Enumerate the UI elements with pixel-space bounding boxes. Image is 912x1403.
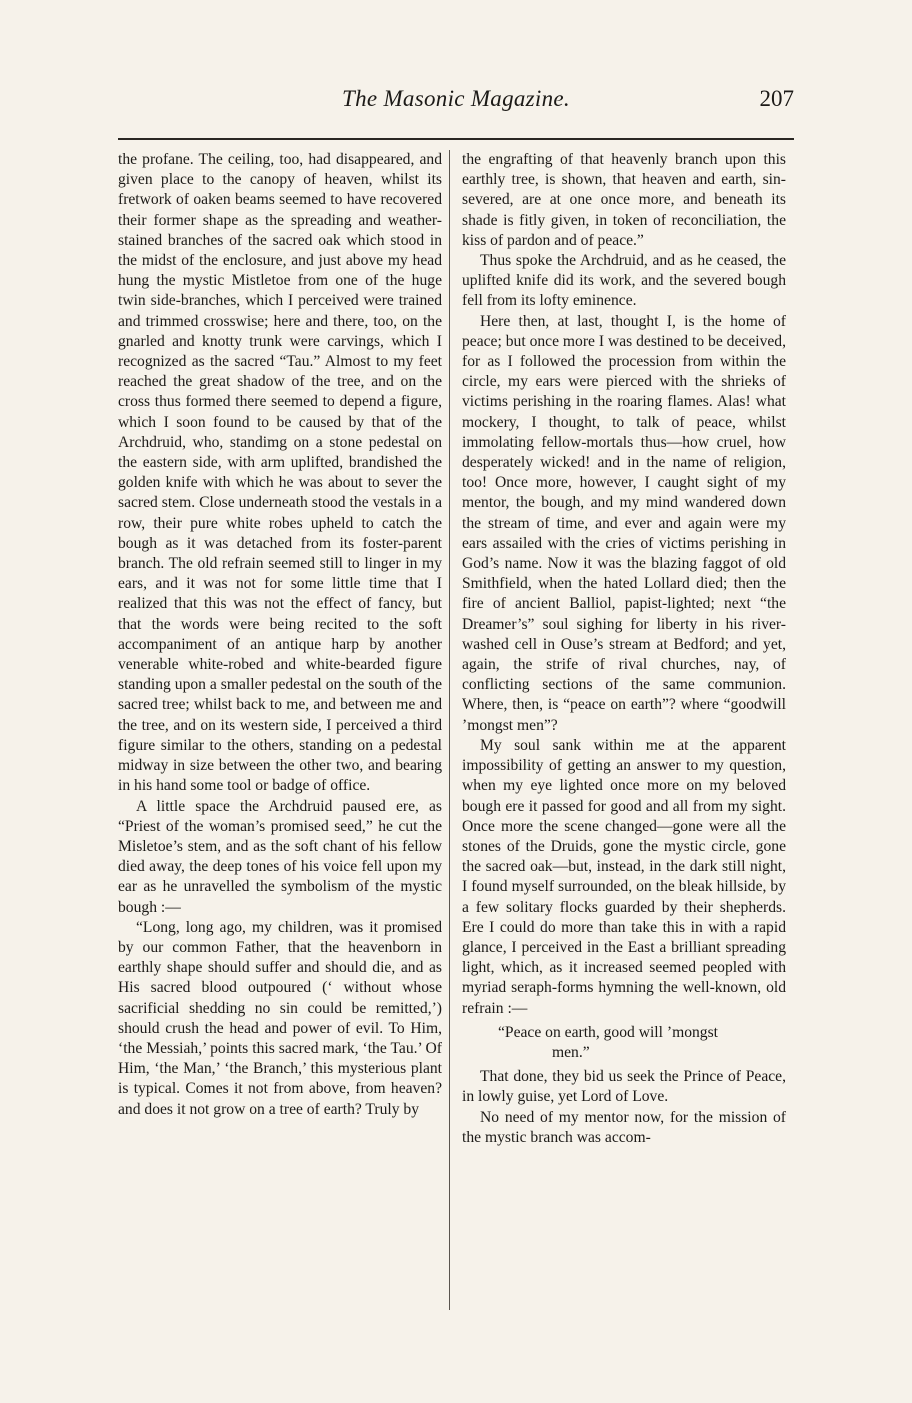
- paragraph: the profane. The ceiling, too, had disappeared, and given place to the canopy of heaven, whilst its fretwork of oaken beams seemed to have recovered their former shape as the spreading and weather-stained branches of the sacred oak which stood in the midst of the enclosure, and just above my head hung the mystic Mistletoe from one of the huge twin side-branches, which I perceived were trained and trimmed crosswise; here and there, too, on the gnarled and knotty trunk were carvings, which I recognized as the sacred “Tau.” Almost to my feet reached the great shadow of the tree, and on the cross thus formed there seemed to depend a figure, which I soon found to be caused by that of the Archdruid, who, standimg on a stone pedestal on the eastern side, with arm uplifted, brandished the golden knife with which he was about to sever the sacred stem. Close underneath stood the vestals in a row, their pure white robes upheld to catch the bough as it was detached from its foster-parent branch. The old refrain seemed still to linger in my ears, and it was not for some little time that I realized that this was not the effect of fancy, but that the words were being recited to the soft accompaniment of an antique harp by another venerable white-robed and white-bearded figure standing upon a smaller pedestal on the south of the sacred tree; whilst back to me, and between me and the tree, and on its western side, I perceived a third figure similar to the others, standing on a pedestal midway in size between the other two, and bearing in his hand some tool or badge of office.: [118, 151, 442, 795]
- paragraph: My soul sank within me at the apparent impossibility of getting an answer to my question, when my eye lighted once more on my beloved bough ere it passed for good and all from my sight. Once more the scene changed—gone were all the stones of the Druids, gone the mystic circle, gone the sacred oak—but, instead, in the dark still night, I found myself surrounded, on the bleak hillside, by a few solitary flocks guarded by their shepherds. Ere I could do more than take this in with a rapid glance, I perceived in the East a brilliant spreading light, which, as it increased seemed peopled with myriad seraph-forms hymning the well-known, old refrain :—: [462, 736, 786, 1017]
- running-title: The Masonic Magazine.: [342, 86, 570, 111]
- paragraph: A little space the Archdruid paused ere, as “Priest of the woman’s promised seed,” he cut the Misletoe’s stem, and as the soft chant of his fellow died away, the deep tones of his voice fell upon my ear as he unravelled the symbolism of the mystic bough :—: [118, 797, 442, 916]
- verse-line: men.”: [552, 1043, 590, 1061]
- column-divider: [449, 150, 450, 1310]
- paragraph: the engrafting of that heavenly branch upon this earthly tree, is shown, that heaven and earth, sin-severed, are at one once more, and beneath its shade is fitly given, in token of reconciliation, the kiss of pardon and of peace.”: [462, 151, 786, 249]
- paragraph: Thus spoke the Archdruid, and as he ceased, the uplifted knife did its work, and the severed bough fell from its lofty eminence.: [462, 252, 786, 310]
- page-header: [118, 86, 794, 126]
- header-rule: [118, 138, 794, 140]
- paragraph: No need of my mentor now, for the mission of the mystic branch was accom-: [462, 1108, 786, 1146]
- verse-quote: [462, 1023, 786, 1063]
- paragraph: Here then, at last, thought I, is the home of peace; but once more I was destined to be deceived, for as I followed the procession from within the circle, my ears were pierced with the shrieks of victims perishing in the roaring flames. Alas! what mockery, I thought, to talk of peace, whilst immolating fellow-mortals thus—how cruel, how desperately wicked! and in the name of religion, too! Once more, however, I caught sight of my mentor, the bough, and my mind wandered down the stream of time, and ever and again were my ears assailed with the cries of victims perishing in God’s name. Now it was the blazing faggot of old Smithfield, when the hated Lollard died; then the fire of ancient Balliol, papist-lighted; next “the Dreamer’s” soul sighing for liberty in his river-washed cell in Ouse’s stream at Bedford; and yet, again, the strife of rival churches, nay, of conflicting sections of the same communion. Where, then, is “peace on earth”? where “goodwill ’mongst men”?: [462, 312, 786, 734]
- paragraph: “Long, long ago, my children, was it promised by our common Father, that the heavenborn in earthly shape should suffer and should die, and as His sacred blood outpoured (‘ without whose sacrificial shedding no sin could be remitted,’) should crush the head and power of evil. To Him, ‘the Messiah,’ points this sacred mark, ‘the Tau.’ Of Him, ‘the Man,’ ‘the Branch,’ this mysterious plant is typical. Comes it not from above, from heaven? and does it not grow on a tree of earth? Truly by: [118, 918, 442, 1118]
- page-number: 207: [759, 86, 794, 111]
- verse-line: “Peace on earth, good will ’mongst: [498, 1023, 718, 1041]
- paragraph: That done, they bid us seek the Prince of Peace, in lowly guise, yet Lord of Love.: [462, 1068, 786, 1106]
- right-column: [462, 150, 786, 1148]
- left-column: [118, 150, 442, 1120]
